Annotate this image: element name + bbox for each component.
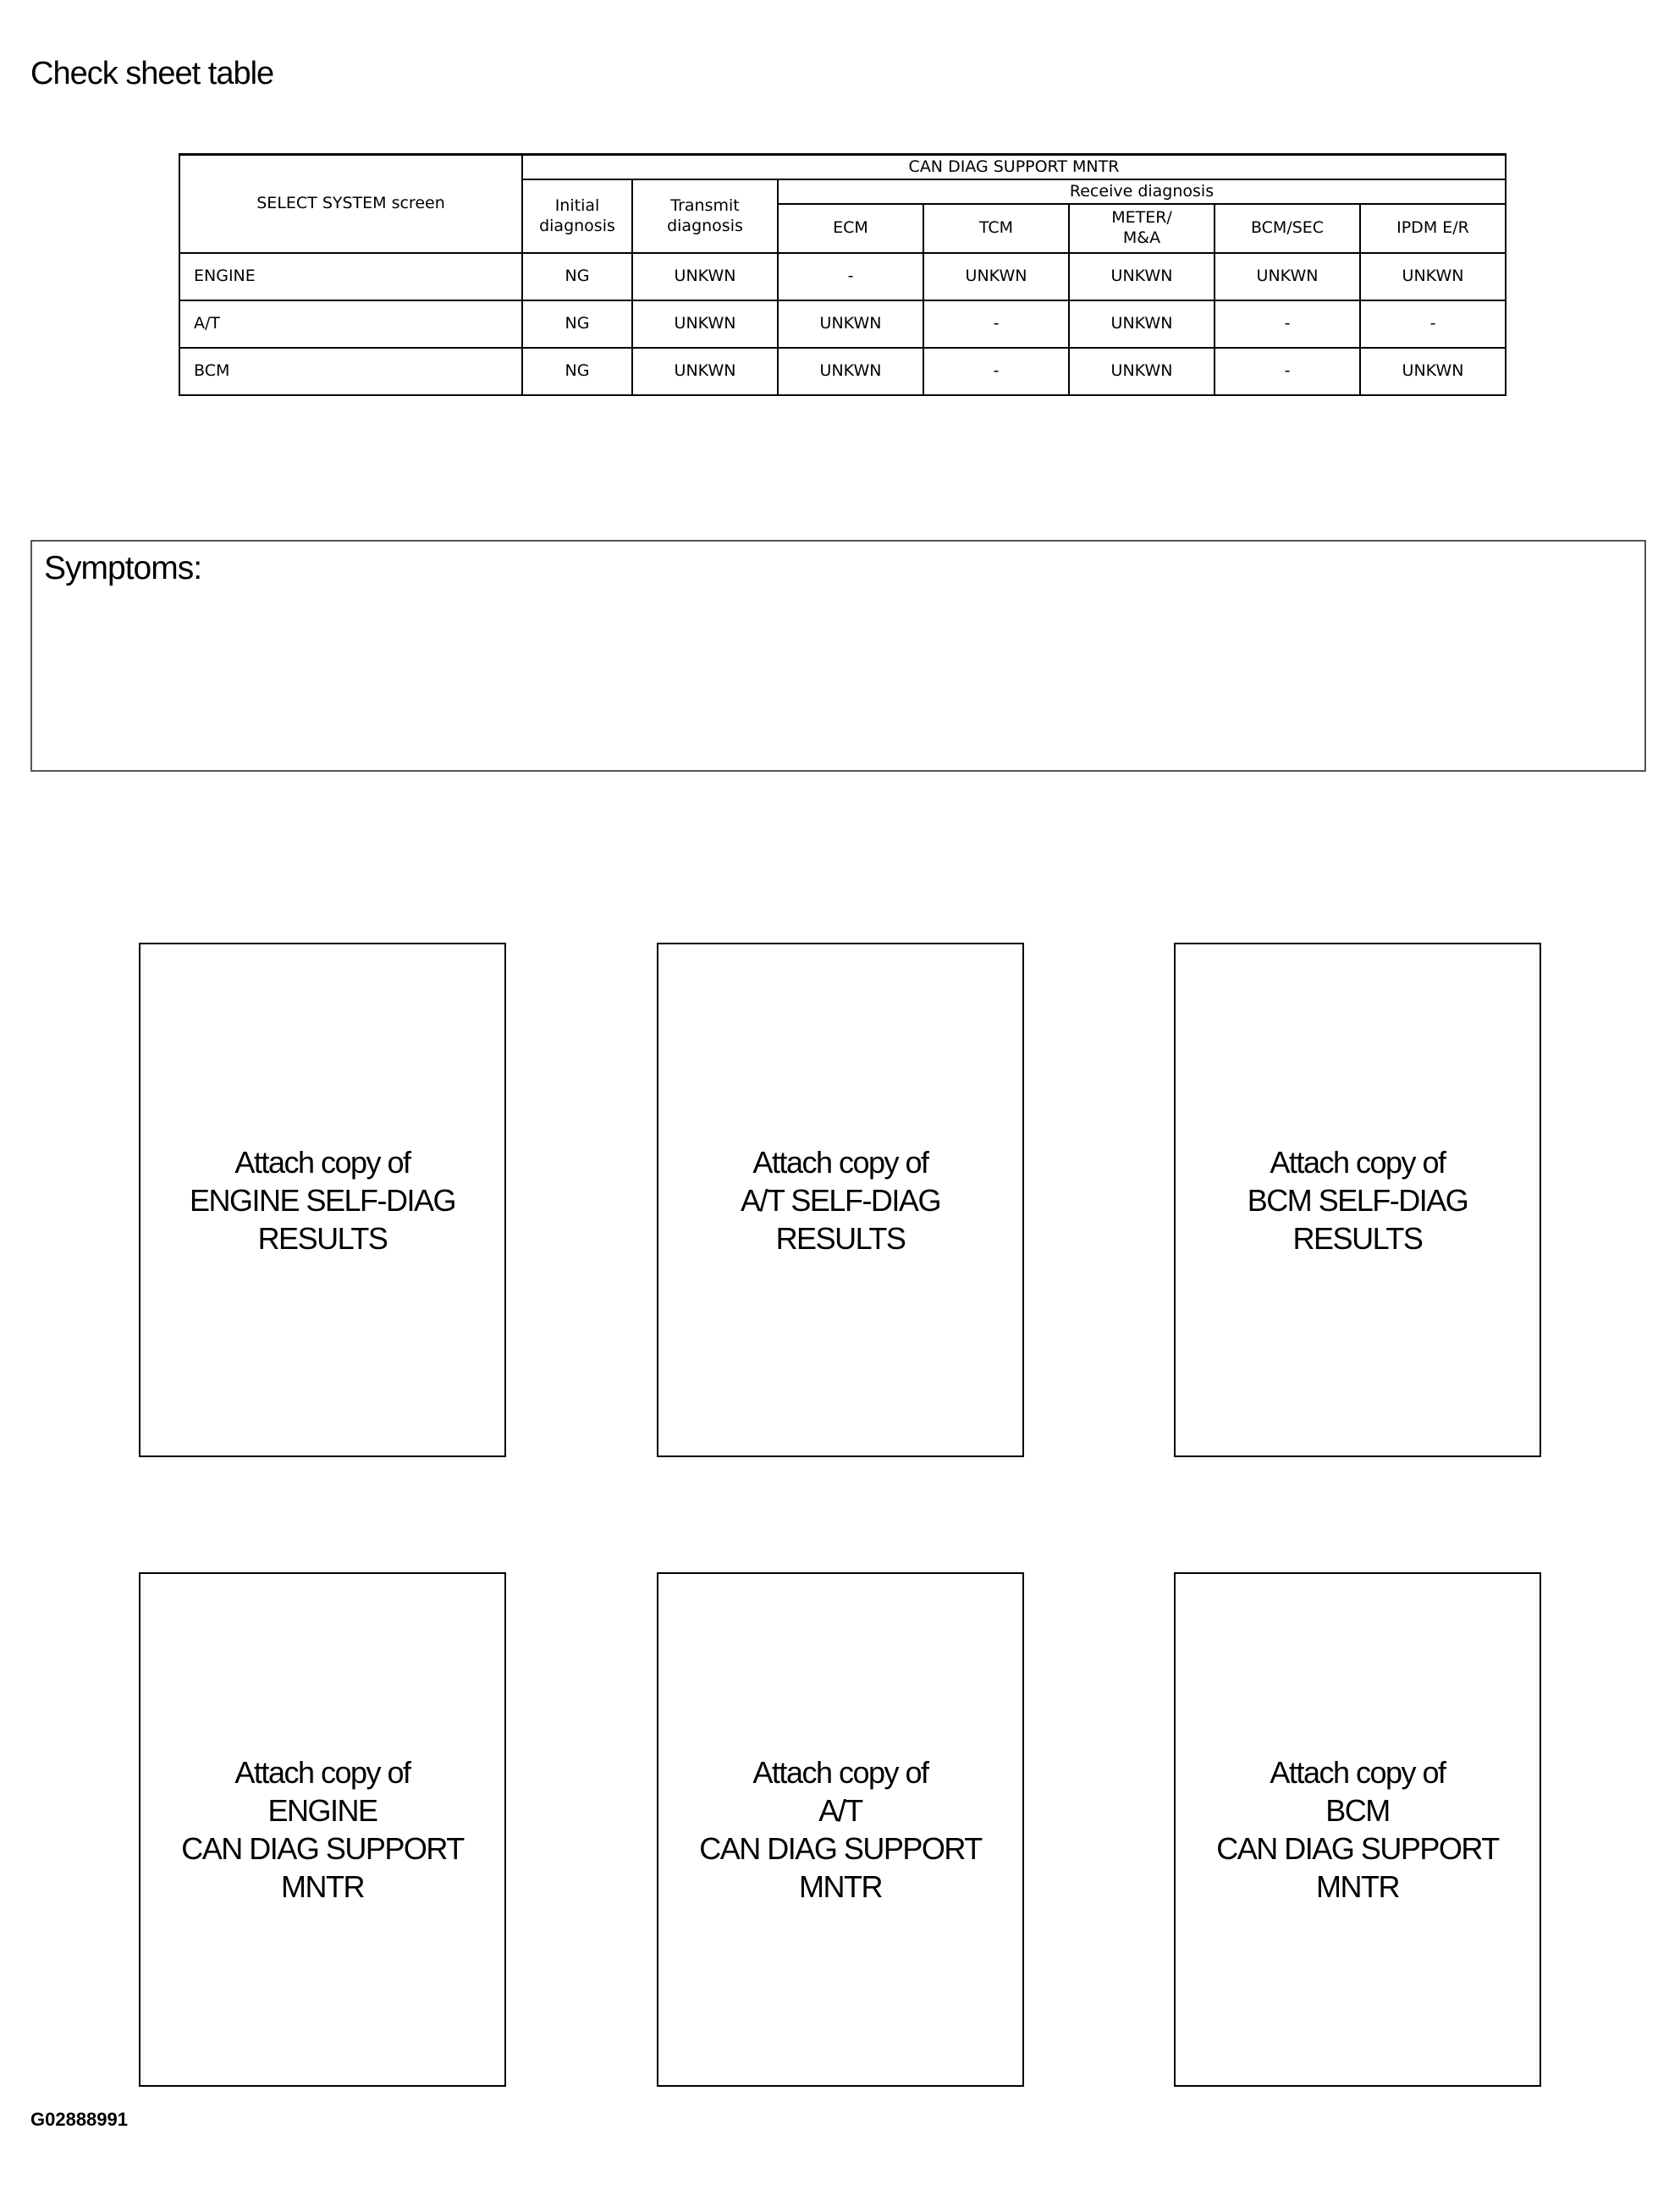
check-sheet-table [179,153,1506,396]
receive-col-ipdm: IPDM E/R [1360,204,1506,253]
attach-box-at-can-diag [657,1572,1024,2087]
table-cell: UNKWN [1215,253,1360,300]
receive-diagnosis-header: Receive diagnosis [778,179,1506,204]
table-cell: UNKWN [1360,348,1506,395]
table-cell: UNKWN [778,300,923,348]
table-cell: NG [522,348,632,395]
attach-box-label: Attach copy of ENGINE SELF-DIAG RESULTS [189,1144,456,1256]
attach-box-label: Attach copy of ENGINE CAN DIAG SUPPORT MNTR [181,1755,464,1904]
table-cell: NG [522,253,632,300]
row-system-label: BCM [179,348,522,395]
table-cell: UNKWN [1069,300,1215,348]
symptoms-box[interactable] [30,540,1646,772]
table-row [179,348,1506,395]
transmit-diagnosis-header: Transmit diagnosis [632,179,778,253]
attach-box-bcm-can-diag [1174,1572,1541,2087]
initial-diagnosis-header: Initial diagnosis [522,179,632,253]
receive-col-meter: METER/ M&A [1069,204,1215,253]
table-cell: UNKWN [632,253,778,300]
table-cell: - [1215,300,1360,348]
receive-col-tcm: TCM [923,204,1069,253]
attach-box-engine-can-diag [139,1572,506,2087]
table-cell: - [923,300,1069,348]
page-title: Check sheet table [30,56,274,91]
row-system-label: ENGINE [179,253,522,300]
table-cell: UNKWN [1069,253,1215,300]
table-cell: - [923,348,1069,395]
table-cell: UNKWN [632,348,778,395]
table-cell: - [778,253,923,300]
table-cell: UNKWN [1360,253,1506,300]
symptoms-label: Symptoms: [44,550,202,586]
select-system-header: SELECT SYSTEM screen [179,155,522,254]
row-system-label: A/T [179,300,522,348]
table-cell: UNKWN [923,253,1069,300]
table-cell: UNKWN [1069,348,1215,395]
attach-box-engine-self-diag [139,943,506,1457]
table-row [179,300,1506,348]
can-diag-support-header: CAN DIAG SUPPORT MNTR [522,155,1506,180]
attach-box-label: Attach copy of BCM SELF-DIAG RESULTS [1247,1144,1468,1256]
table-cell: - [1360,300,1506,348]
attach-box-bcm-self-diag [1174,943,1541,1457]
attach-box-label: Attach copy of A/T SELF-DIAG RESULTS [741,1144,940,1256]
table-cell: UNKWN [778,348,923,395]
attach-box-label: Attach copy of A/T CAN DIAG SUPPORT MNTR [699,1755,982,1904]
attach-box-label: Attach copy of BCM CAN DIAG SUPPORT MNTR [1216,1755,1499,1904]
attach-box-at-self-diag [657,943,1024,1457]
figure-id: G02888991 [30,2109,128,2130]
table-cell: NG [522,300,632,348]
table-cell: - [1215,348,1360,395]
receive-col-bcm-sec: BCM/SEC [1215,204,1360,253]
table-cell: UNKWN [632,300,778,348]
receive-col-ecm: ECM [778,204,923,253]
table-row [179,253,1506,300]
